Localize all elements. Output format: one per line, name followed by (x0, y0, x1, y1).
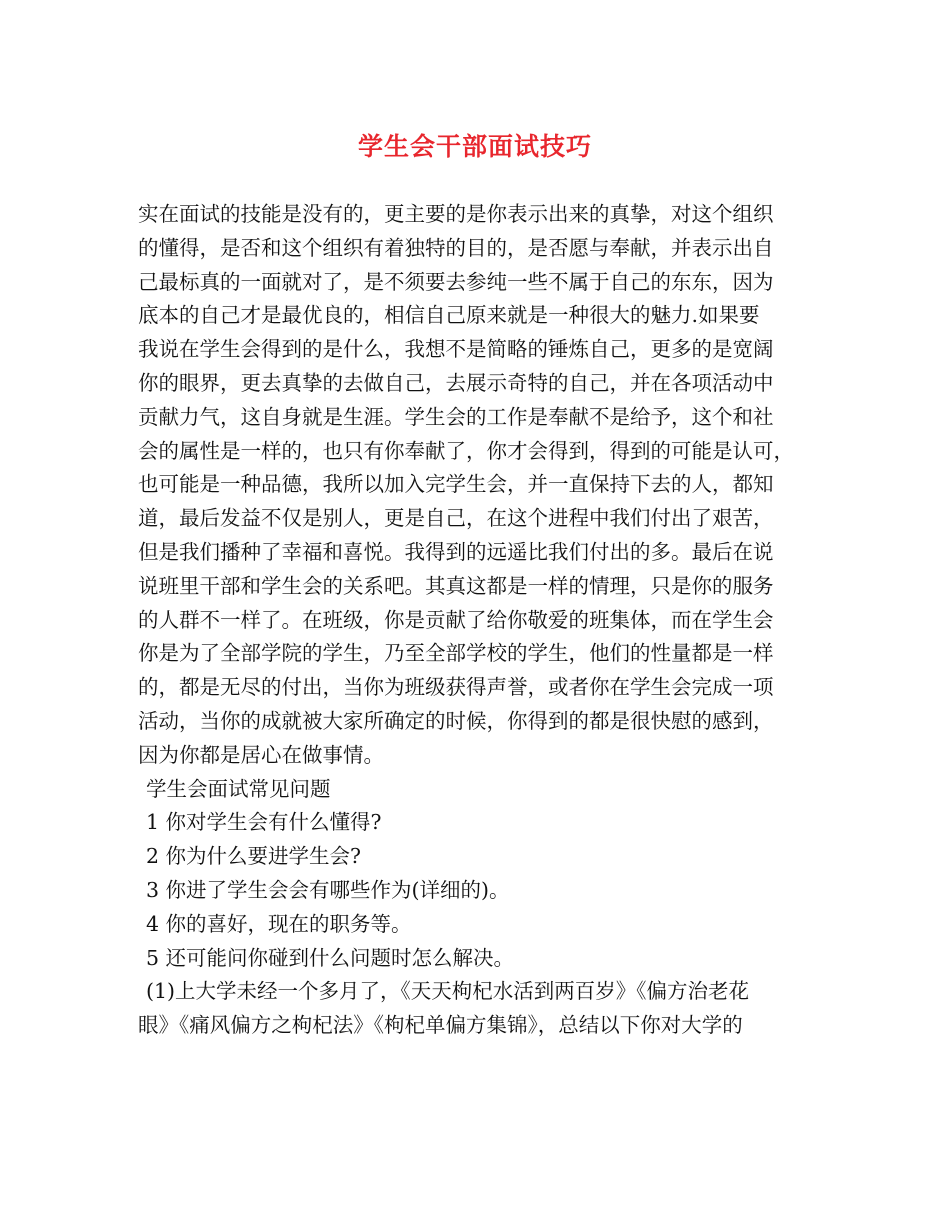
paragraph-line: 也可能是一种品德，我所以加入完学生会，并一直保持下去的人，都知 (138, 472, 774, 497)
paragraph-line: 但是我们播种了幸福和喜悦。我得到的远遥比我们付出的多。最后在说 (138, 539, 774, 564)
paragraph-line: 我说在学生会得到的是什么，我想不是简略的锤炼自己，更多的是宽阔 (138, 337, 774, 362)
paragraph-line: 活动，当你的成就被大家所确定的时候，你得到的都是很快慰的感到， (138, 708, 774, 733)
paragraph-line: 己最标真的一面就对了，是不须要去参纯一些不属于自己的东东，因为 (138, 269, 774, 294)
document-title: 学生会干部面试技巧 (357, 132, 592, 161)
paragraph-line: 因为你都是居心在做事情。 (138, 742, 384, 767)
paragraph-line: 说班里干部和学生会的关系吧。其真这都是一样的情理，只是你的服务 (138, 573, 774, 598)
paragraph-line: 你是为了全部学院的学生，乃至全部学校的学生，他们的性量都是一样 (138, 641, 774, 666)
faq-question: 1 你对学生会有什么懂得? (146, 810, 382, 835)
paragraph-line: 的人群不一样了。在班级，你是贡献了给你敬爱的班集体，而在学生会 (138, 607, 774, 632)
paragraph-line: 的懂得，是否和这个组织有着独特的目的，是否愿与奉献，并表示出自 (138, 235, 774, 260)
paragraph-line: 会的属性是一样的，也只有你奉献了，你才会得到，得到的可能是认可， (138, 438, 794, 463)
faq-question: 2 你为什么要进学生会? (146, 844, 362, 869)
paragraph-line: 实在面试的技能是没有的，更主要的是你表示出来的真挚，对这个组织 (138, 202, 774, 226)
paragraph-line: 的，都是无尽的付出，当你为班级获得声誉，或者你在学生会完成一项 (138, 675, 774, 700)
faq-question: 5 还可能问你碰到什么问题时怎么解决。 (146, 945, 515, 970)
paragraph-line: 眼》《痛风偏方之枸杞法》《枸杞单偏方集锦》，总结以下你对大学的 (138, 1013, 743, 1038)
paragraph-line: 底本的自己才是最优良的，相信自己原来就是一种很大的魅力.如果要 (138, 303, 760, 328)
faq-question: 4 你的喜好，现在的职务等。 (146, 911, 412, 936)
paragraph-line: 贡献力气，这自身就是生涯。学生会的工作是奉献不是给予，这个和社 (138, 404, 774, 429)
faq-heading: 学生会面试常见问题 (146, 776, 331, 801)
paragraph-line: 你的眼界，更去真挚的去做自己，去展示奇特的自己，并在各项活动中 (138, 370, 774, 395)
paragraph-line: 道，最后发益不仅是别人，更是自己，在这个进程中我们付出了艰苦， (138, 506, 774, 531)
paragraph-line: (1)上大学未经一个多月了，《天天枸杞水活到两百岁》《偏方治老花 (146, 979, 750, 1004)
document-body (138, 198, 828, 1043)
faq-question: 3 你进了学生会会有哪些作为(详细的)。 (146, 877, 510, 902)
